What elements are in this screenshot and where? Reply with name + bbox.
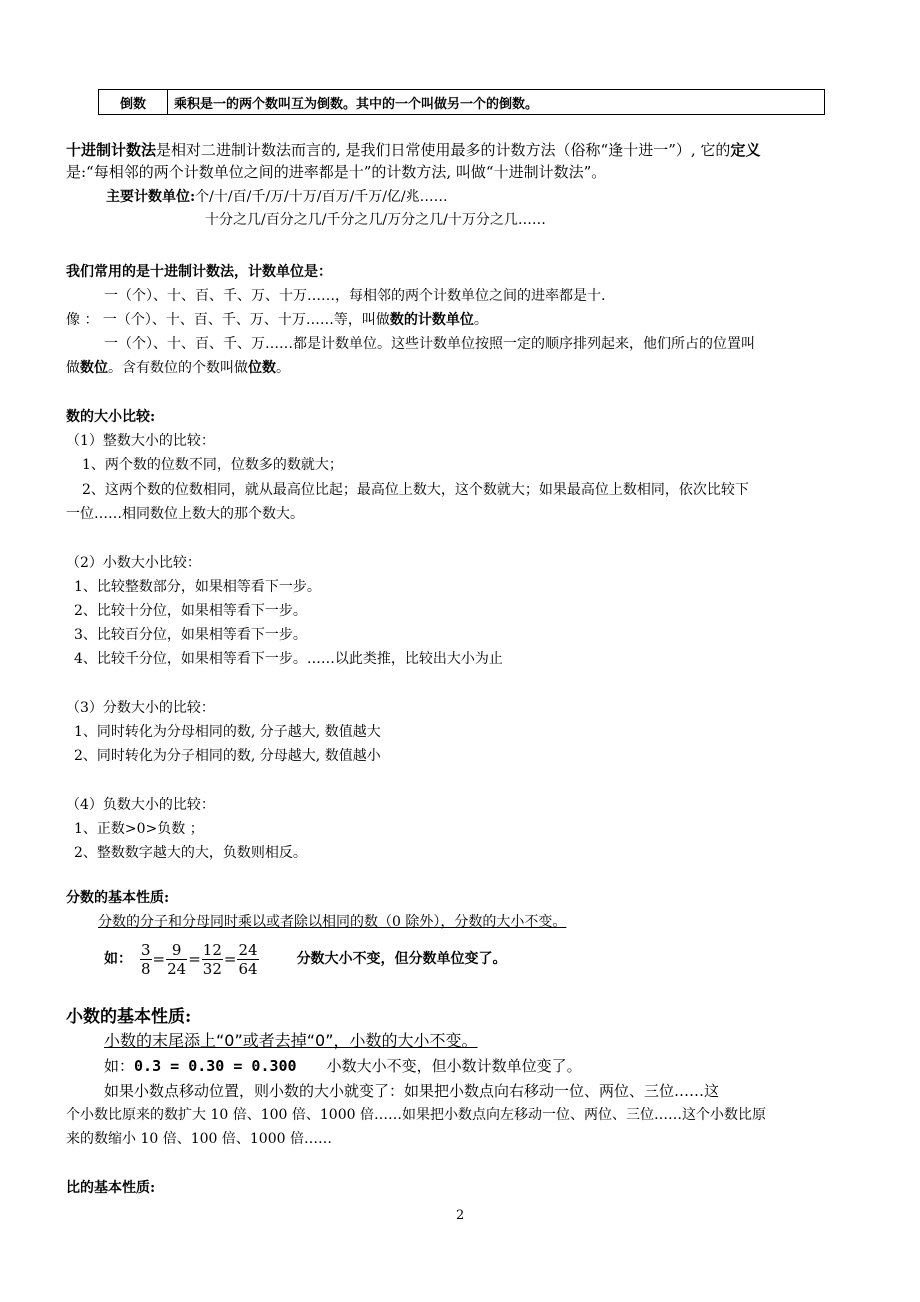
definition-cell: 乘积是一的两个数叫互为倒数。其中的一个叫做另一个的倒数。 bbox=[168, 90, 825, 115]
term: 数位 bbox=[80, 360, 108, 376]
dec-rule-1: 1、比较整数部分，如果相等看下一步。 bbox=[74, 579, 321, 595]
text: 。 bbox=[473, 312, 488, 328]
common-p4 bbox=[66, 358, 290, 378]
dec-rule-3: 3、比较百分位，如果相等看下一步。 bbox=[74, 627, 307, 643]
numerator: 9 bbox=[166, 941, 187, 960]
text: 是相对二进制计数法而言的, 是我们日常使用最多的计数方法（俗称“逢十进一”）, 它的 bbox=[156, 141, 731, 159]
fraction-property-rule: 分数的分子和分母同时乘以或者除以相同的数（0 除外），分数的大小不变。 bbox=[98, 914, 567, 930]
frac-rule-1: 1、同时转化为分母相同的数, 分子越大, 数值越大 bbox=[74, 724, 381, 740]
units-list: 个/十/百/千/万/十万/百万/千万/亿/兆…… bbox=[195, 189, 448, 205]
fraction bbox=[237, 941, 258, 978]
decimal-equation: 0.3 = 0.30 = 0.300 bbox=[134, 1057, 297, 1075]
denominator: 32 bbox=[202, 959, 222, 978]
table-row bbox=[99, 90, 825, 115]
frac-rule-2: 2、同时转化为分子相同的数, 分母越大, 数值越小 bbox=[74, 748, 381, 764]
page-number: 2 bbox=[456, 1208, 465, 1223]
decimal-note: 小数大小不变，但小数计数单位变了。 bbox=[326, 1057, 582, 1075]
fraction-note: 分数大小不变，但分数单位变了。 bbox=[296, 951, 507, 967]
int-title: （1）整数大小的比较： bbox=[66, 433, 215, 449]
equals-sign: = bbox=[188, 950, 201, 968]
definition-table bbox=[98, 89, 825, 115]
term: 位数 bbox=[248, 360, 276, 376]
decimal-example bbox=[104, 1055, 582, 1077]
numerator: 3 bbox=[141, 940, 151, 959]
fraction-property-heading: 分数的基本性质: bbox=[66, 890, 170, 906]
dec-rule-2: 2、比较十分位，如果相等看下一步。 bbox=[74, 603, 307, 619]
neg-rule-2: 2、整数数字越大的大，负数则相反。 bbox=[74, 845, 307, 861]
int-rule-2: 2、这两个数的位数相同，就从最高位比起；最高位上数大，这个数就大；如果最高位上数相同，依次比较下 bbox=[82, 482, 749, 498]
common-p3: 一（个）、十、百、千、万……都是计数单位。这些计数单位按照一定的顺序排列起来，他们所占的位置叫 bbox=[104, 336, 755, 352]
int-rule-1: 1、两个数的位数不同，位数多的数就大； bbox=[82, 457, 343, 473]
common-p2 bbox=[66, 310, 488, 330]
denominator: 24 bbox=[167, 959, 187, 978]
text: 像 ： 一（个）、十、百、千、万、十万……等，叫做 bbox=[66, 312, 390, 328]
text: 做 bbox=[66, 360, 80, 376]
example-label: 如： bbox=[104, 1057, 135, 1075]
numerator: 12 bbox=[202, 940, 222, 959]
text: 。 bbox=[276, 360, 290, 376]
fraction-example bbox=[104, 936, 507, 982]
fraction bbox=[140, 941, 152, 978]
equals-sign: = bbox=[223, 950, 237, 968]
equals-sign: = bbox=[152, 950, 166, 968]
term-cell: 倒数 bbox=[99, 90, 168, 115]
units-line1 bbox=[106, 187, 448, 207]
decimal-property-rule: 小数的末尾添上“0”或者去掉“0”，小数的大小不变。 bbox=[104, 1031, 478, 1050]
units-label: 主要计数单位: bbox=[106, 189, 196, 205]
dec-rule-4: 4、比较千分位，如果相等看下一步。……以此类推，比较出大小为止 bbox=[74, 651, 503, 667]
decimal-p2: 个小数比原来的数扩大 10 倍、100 倍、1000 倍……如果把小数点向左移动一位、两位、三位……这个小数比原 bbox=[66, 1107, 766, 1123]
common-heading: 我们常用的是十进制计数法，计数单位是： bbox=[66, 264, 332, 280]
decimal-property-heading: 小数的基本性质: bbox=[66, 1007, 192, 1027]
term: 数的计数单位 bbox=[389, 312, 474, 328]
frac-title: （3）分数大小的比较： bbox=[66, 700, 215, 716]
decimal-system-line1 bbox=[66, 140, 760, 160]
fraction bbox=[202, 941, 223, 978]
decimal-system-line2: 是:“每相邻的两个计数单位之间的进率都是十”的计数方法, 叫做“十进制计数法”。 bbox=[66, 163, 607, 181]
common-p1: 一（个）、十、百、千、万、十万……，每相邻的两个计数单位之间的进率都是十. bbox=[104, 288, 606, 304]
int-rule-2-cont: 一位……相同数位上数大的那个数大。 bbox=[66, 506, 304, 522]
term-decimal-system: 十进制计数法 bbox=[66, 141, 157, 159]
neg-rule-1: 1、正数>0>负数 ； bbox=[74, 821, 204, 837]
denominator: 64 bbox=[238, 959, 258, 978]
compare-heading: 数的大小比较: bbox=[66, 409, 156, 425]
units-line2: 十分之几/百分之几/千分之几/万分之几/十万分之几…… bbox=[205, 212, 546, 228]
numerator: 24 bbox=[238, 940, 258, 959]
denominator: 8 bbox=[141, 959, 151, 978]
fraction bbox=[166, 941, 187, 978]
term-definition: 定义 bbox=[730, 141, 761, 159]
text: 。含有数位的个数叫做 bbox=[108, 360, 248, 376]
decimal-p1: 如果小数点移动位置，则小数的大小就变了：如果把小数点向右移动一位、两位、三位……这 bbox=[104, 1082, 720, 1100]
ratio-heading: 比的基本性质: bbox=[66, 1180, 156, 1196]
neg-title: （4）负数大小的比较： bbox=[66, 797, 215, 813]
example-label: 如： bbox=[104, 951, 132, 967]
dec-title: （2）小数大小比较： bbox=[66, 555, 201, 571]
decimal-p3: 来的数缩小 10 倍、100 倍、1000 倍…… bbox=[66, 1131, 332, 1147]
